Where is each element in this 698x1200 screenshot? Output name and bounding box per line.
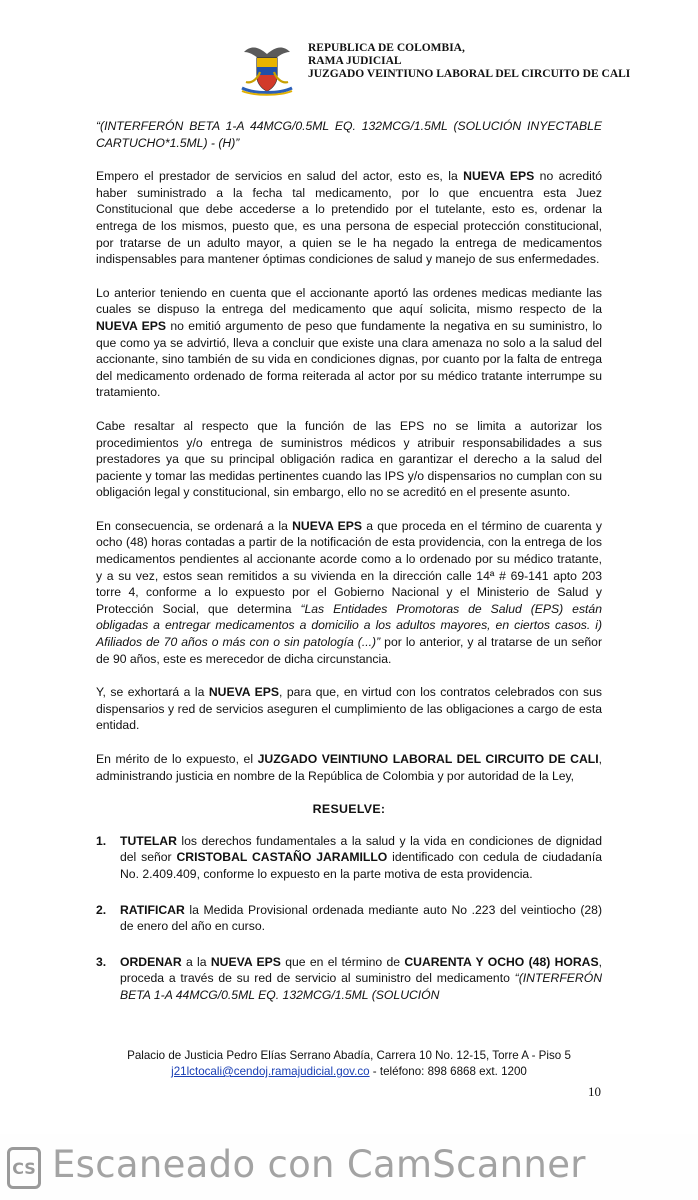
medication-quote: “(INTERFERÓN BETA 1-A 44MCG/0.5ML EQ. 132MCG/1.5ML (SOLUCIÓN INYECTABLE CARTUCHO*1.5ML) - (H)” <box>96 119 602 150</box>
list-item: 2. RATIFICAR la Medida Provisional ordenada mediante auto No .223 del veintiocho (28) de enero del año en curso. <box>96 902 602 934</box>
letterhead <box>238 38 678 98</box>
court-heading <box>308 42 630 81</box>
header-line-court: JUZGADO VEINTIUNO LABORAL DEL CIRCUITO DE CALI <box>308 68 631 80</box>
paragraph-2: Lo anterior teniendo en cuenta que el accionante aportó las ordenes medicas mediante las cuales se dispuso la entrega del medicamento que aquí solicita, mismo respecto de la NUEVA EPS no emitió argumento de peso que fundamente la negativa en su suministro, lo que como ya se advirtió, lleva a concluir que existe una clara amenaza no solo a la salud del accionante, sino también de su vida en condiciones dignas, por cuanto por la falta de entrega del medicamento ordenado de forma reiterada al actor por su médico tratante interrumpe su tratamiento. <box>96 285 602 400</box>
header-line-branch: RAMA JUDICIAL <box>308 55 402 67</box>
paragraph-1: Empero el prestador de servicios en salud del actor, esto es, la NUEVA EPS no acreditó haber suministrado a la fecha tal medicamento, por lo que encuentra esta Juez Constitucional que debe accederse a lo pretendido por el tutelante, esto es, ordenar la entrega de los mismos, puesto que, es una persona de especial protección constitucional, por tratarse de un adulto mayor, a quien se le ha negado la entrega de medicamentos indispensables para mantener óptimas condiciones de salud y manejo de sus enfermedades. <box>96 169 602 267</box>
document-body <box>96 118 602 1023</box>
list-item: 3. ORDENAR a la NUEVA EPS que en el término de CUARENTA Y OCHO (48) HORAS, proceda a través de su red de servicio al suministro del medicamento “(INTERFERÓN BETA 1-A 44MCG/0.5ML EQ. 132MCG/1.5ML (SOLUCIÓN <box>96 954 603 1002</box>
resuelve-heading: RESUELVE: <box>312 802 386 817</box>
camscanner-watermark: Escaneado con CamScanner <box>52 1143 586 1186</box>
email-link[interactable]: j21lctocali@cendoj.ramajudicial.gov.co <box>171 1065 370 1078</box>
paragraph-4: En consecuencia, se ordenará a la NUEVA EPS a que proceda en el término de cuarenta y ocho (48) horas contadas a partir de la notificación de esta providencia, con la entrega de los medicamentos pendientes al accionante acorde como a lo ordenado por su médico tratante, y a su vez, estos sean remitidos a su vivienda en la dirección calle 14ª # 69-141 apto 203 torre 4, conforme a lo expuesto por el Gobierno Nacional y el Ministerio de Salud y Protección Social, que determina “Las Entidades Promotoras de Salud (EPS) están obligadas a entregar medicamentos a domicilio a los adultos mayores, en ciertos casos. i) Afiliados de 70 años o más con o sin patología (...)” por lo anterior, y al tratarse de un señor de 90 años, este es merecedor de dicha circunstancia. <box>96 518 603 666</box>
paragraph-3: Cabe resaltar al respecto que la función de las EPS no se limita a autorizar los procedimientos y/o entrega de suministros médicos y atribuir responsabilidades a sus prestadores ya que su principal obligación radica en garantizar el derecho a la salud del paciente y tomar las medidas pertinentes cuando las IPS y/o dispensarios no cumplan con su obligación legal y constitucional, sin embargo, ello no se acreditó en el presente asunto. <box>96 418 602 500</box>
colombia-coat-of-arms-icon <box>238 38 296 96</box>
footer-contact <box>96 1064 602 1080</box>
footer-phone: - teléfono: 898 6868 ext. 1200 <box>369 1065 527 1078</box>
paragraph-6: En mérito de lo expuesto, el JUZGADO VEINTIUNO LABORAL DEL CIRCUITO DE CALI, administrando justicia en nombre de la República de Colombia y por autoridad de la Ley, <box>96 752 602 783</box>
camscanner-logo-icon: CS <box>7 1147 41 1189</box>
header-line-republic: REPUBLICA DE COLOMBIA, <box>308 42 465 54</box>
footer-address: Palacio de Justicia Pedro Elías Serrano Abadía, Carrera 10 No. 12-15, Torre A - Piso 5 <box>127 1049 571 1062</box>
paragraph-5: Y, se exhortará a la NUEVA EPS, para que, en virtud con los contratos celebrados con sus dispensarios y red de servicios aseguren el cumplimiento de las obligaciones a cargo de esta entidad. <box>96 685 603 733</box>
page-footer <box>96 1048 602 1080</box>
page-number: 10 <box>588 1084 601 1099</box>
list-item: 1. TUTELAR los derechos fundamentales a la salud y la vida en condiciones de dignidad del señor CRISTOBAL CASTAÑO JARAMILLO identificado con cedula de ciudadanía No. 2.409.409, conforme lo expuesto en la parte motiva de esta providencia. <box>96 833 602 881</box>
resolution-list <box>96 833 602 1004</box>
